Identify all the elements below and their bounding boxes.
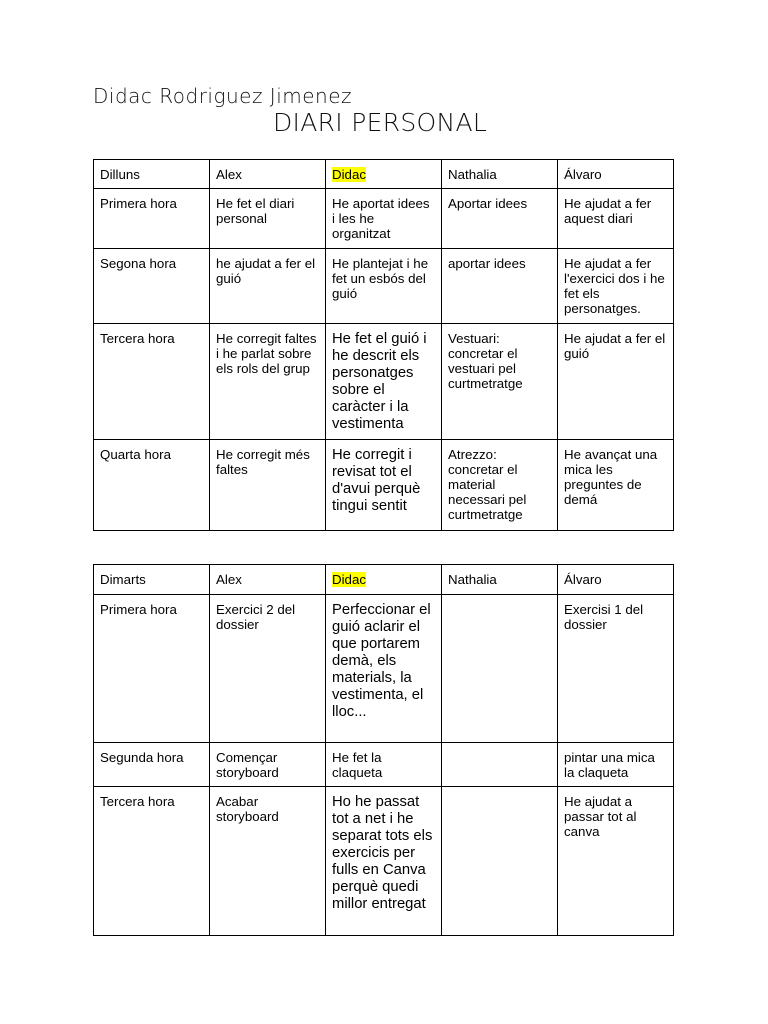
day-label: Dimarts <box>100 572 146 587</box>
column-header-cell <box>558 565 674 595</box>
column-header-cell <box>558 160 674 189</box>
table-row <box>94 743 674 787</box>
table-cell: pintar una mica la claqueta <box>558 743 674 787</box>
highlighted-member-name: Didac <box>332 167 366 182</box>
table-row <box>94 787 674 936</box>
table-cell: He ajudat a fer aquest diari <box>558 189 674 249</box>
table-row <box>94 324 674 440</box>
table-cell <box>442 595 558 743</box>
table-cell: Atrezzo: concretar el material necessari pel curtmetratge <box>442 440 558 531</box>
table-header-row <box>94 565 674 595</box>
highlighted-member-name: Didac <box>332 572 366 587</box>
hour-cell: Segunda hora <box>94 743 210 787</box>
column-header-cell <box>326 160 442 189</box>
table-cell: he ajudat a fer el guió <box>210 249 326 324</box>
table-cell: He corregit faltes i he parlat sobre els rols del grup <box>210 324 326 440</box>
table-cell: Acabar storyboard <box>210 787 326 936</box>
hour-cell: Primera hora <box>94 189 210 249</box>
table-row <box>94 189 674 249</box>
table-cell: He ajudat a fer el guió <box>558 324 674 440</box>
table-row <box>94 595 674 743</box>
table-cell: Exercisi 1 del dossier <box>558 595 674 743</box>
column-header-cell <box>210 160 326 189</box>
member-name: Alex <box>216 167 242 182</box>
table-cell: He ajudat a fer l'exercici dos i he fet els personatges. <box>558 249 674 324</box>
monday-table <box>93 159 674 531</box>
table-cell: Ho he passat tot a net i he separat tots els exercicis per fulls en Canva perquè quedi millor entregat <box>326 787 442 936</box>
member-name: Alex <box>216 572 242 587</box>
table-header-row <box>94 160 674 189</box>
hour-cell: Tercera hora <box>94 787 210 936</box>
table-cell: He corregit i revisat tot el d'avui perquè tingui sentit <box>326 440 442 531</box>
table-cell: Vestuari: concretar el vestuari pel curtmetratge <box>442 324 558 440</box>
day-header-cell <box>94 160 210 189</box>
hour-cell: Quarta hora <box>94 440 210 531</box>
day-label: Dilluns <box>100 167 140 182</box>
hour-cell: Segona hora <box>94 249 210 324</box>
member-name: Álvaro <box>564 572 602 587</box>
member-name: Nathalia <box>448 572 497 587</box>
column-header-cell <box>442 160 558 189</box>
table-cell <box>442 743 558 787</box>
table-cell: He plantejat i he fet un esbós del guió <box>326 249 442 324</box>
table-cell: aportar idees <box>442 249 558 324</box>
table-row <box>94 249 674 324</box>
column-header-cell <box>210 565 326 595</box>
tuesday-table <box>93 564 674 936</box>
column-header-cell <box>442 565 558 595</box>
table-cell: Exercici 2 del dossier <box>210 595 326 743</box>
table-cell: He fet el guió i he descrit els personatges sobre el caràcter i la vestimenta <box>326 324 442 440</box>
table-cell <box>442 787 558 936</box>
author-name: Didac Rodriguez Jimenez <box>93 84 353 108</box>
table-row <box>94 440 674 531</box>
table-cell: He fet el diari personal <box>210 189 326 249</box>
member-name: Álvaro <box>564 167 602 182</box>
day-header-cell <box>94 565 210 595</box>
table-cell: He aportat idees i les he organitzat <box>326 189 442 249</box>
table-cell: He avançat una mica les preguntes de demá <box>558 440 674 531</box>
hour-cell: Primera hora <box>94 595 210 743</box>
table-cell: Perfeccionar el guió aclarir el que portarem demà, els materials, la vestimenta, el lloc... <box>326 595 442 743</box>
hour-cell: Tercera hora <box>94 324 210 440</box>
table-cell: He ajudat a passar tot al canva <box>558 787 674 936</box>
table-cell: He corregit més faltes <box>210 440 326 531</box>
table-cell: Aportar idees <box>442 189 558 249</box>
column-header-cell <box>326 565 442 595</box>
table-cell: Començar storyboard <box>210 743 326 787</box>
member-name: Nathalia <box>448 167 497 182</box>
document-title: DIARI PERSONAL <box>273 108 488 137</box>
table-cell: He fet la claqueta <box>326 743 442 787</box>
